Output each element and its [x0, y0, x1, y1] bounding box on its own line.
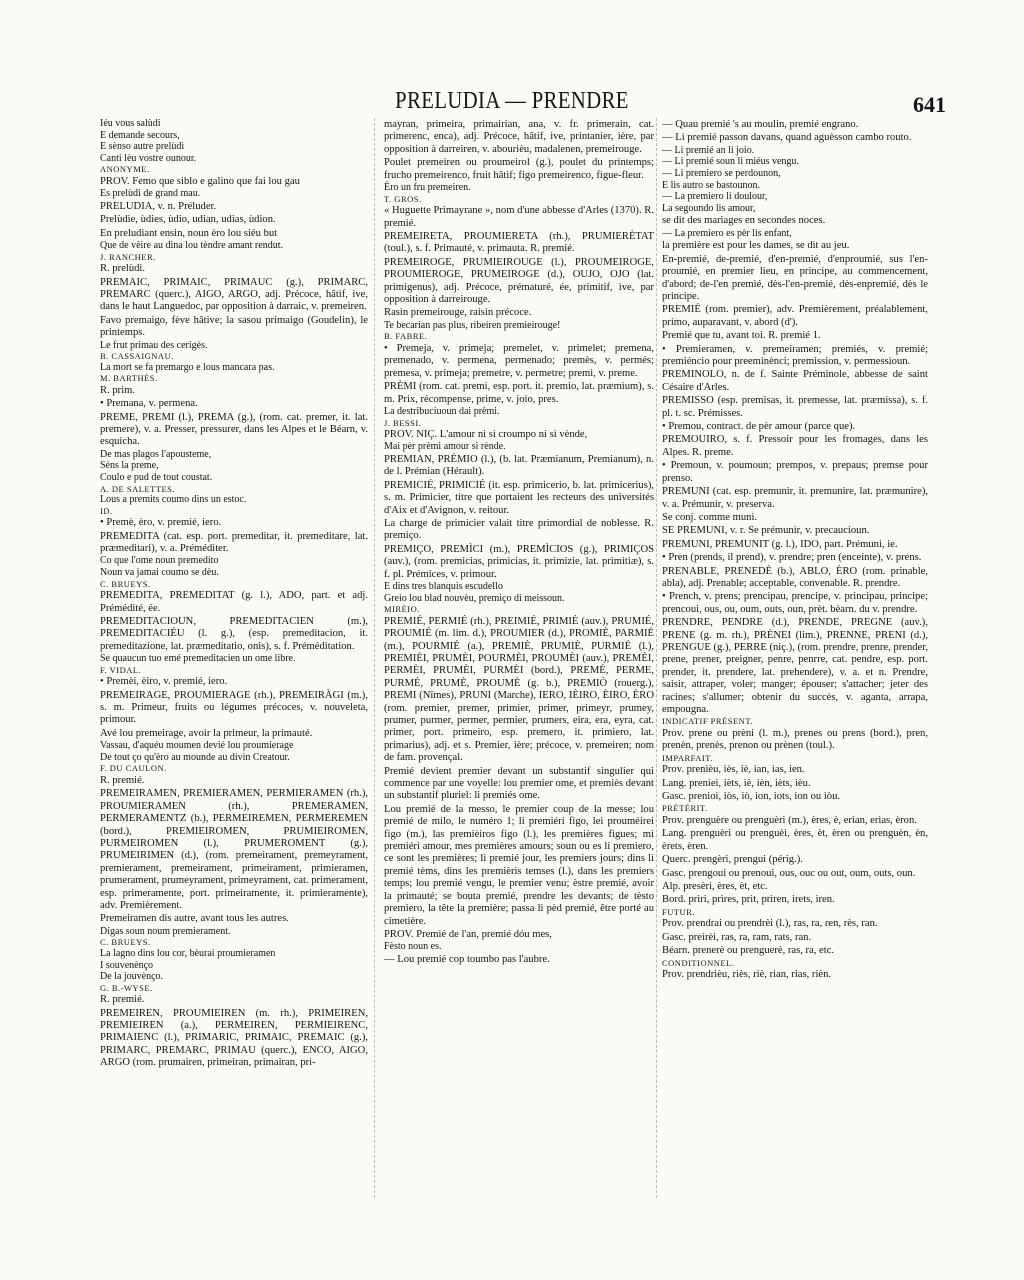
page-number: 641	[913, 92, 946, 117]
dictionary-entry: Bord. prìri, prìres, prìt, prìren, irets, ìren.	[662, 894, 835, 906]
quote-line: De mas plagos l'apousteme,	[100, 448, 212, 460]
quote-line: Èro un fru premeiren.	[384, 182, 471, 194]
quote-source: F. VIDAL.	[100, 664, 142, 675]
dictionary-entry: PREMAIC, PRIMAIC, PRIMAUC (g.), PRIMARC, PREMARC (querc.), AIGO, ARGO, adj. Précoce, hâtif, ive, dans le haut Languedoc, par opposition à darraic, v. premeiren.	[100, 276, 368, 313]
quote-source: CONDITIONNEL.	[662, 957, 735, 968]
quote-line: — La premiero li doulour,	[662, 191, 768, 203]
dictionary-entry: — Quau premié 's au moulin, premié engrano.	[662, 119, 859, 130]
quote-line: Digas soun noum premierament.	[100, 925, 231, 937]
dictionary-entry: PREME, PREMI (l.), PREMA (g.), (rom. cat. premer, it. lat. premere), v. a. Presser, pressurer, dans les Alpes et le Béarn, v. esquicha.	[100, 411, 368, 448]
dictionary-entry: Poulet premeiren ou proumeirol (g.), poulet du printemps; frucho premeirenco, fruit hâtif; figo premeirenco, figue-fleur.	[384, 157, 654, 181]
quote-line: La mort se fa premargo e lous mancara pas.	[100, 361, 275, 373]
dictionary-entry: Prelùdie, ùdies, ùdio, udian, udias, ùdion.	[100, 214, 276, 226]
dictionary-entry: En preludiant ensin, noun èro lou siéu but	[100, 227, 278, 239]
dictionary-entry: • Premè, èro, v. premié, iero.	[100, 517, 222, 529]
dictionary-entry: • Premana, v. permena.	[100, 398, 198, 410]
dictionary-entry: Premié devient premier devant un substantif singulier qui commence par une voyelle: lou premier ome, et premiès devant un substantif pluriel: li premiés ome.	[384, 765, 654, 802]
quote-line: Mai pèr prèmi amour si rènde.	[384, 441, 506, 453]
dictionary-entry: • Premoun, v. poumoun; prempos, v. prepaus; premse pour prenso.	[662, 460, 928, 484]
dictionary-entry: Prov. prenguère ou prenguèri (m.), ères, è, erian, erias, èron.	[662, 814, 917, 826]
quote-line: — Li premiero se perdounon,	[662, 168, 781, 179]
quote-source: T. GROS.	[384, 193, 422, 204]
quote-line: Coulo e pud de tout coustat.	[100, 472, 213, 484]
quote-source: C. BRUEYS.	[100, 937, 151, 948]
text-column-right	[662, 118, 928, 1198]
dictionary-entry: Lang. preniei, ièts, iè, ièn, ièts, ièu.	[662, 777, 811, 789]
quote-source: FUTUR.	[662, 906, 695, 917]
quote-source: G. B.-WYSE.	[100, 982, 153, 993]
dictionary-entry: Favo premaigo, fève hâtive; la sasou primaigo (Goudelin), le printemps.	[100, 314, 368, 339]
dictionary-entry: mayran, primeira, primairian, ana, v. fr. primerain, cat. primerenc, enca), adj. Précoce, hâtif, ive, printanier, ière, par opposition à darreiren, v. abourièu, madalenen, premeirouge.	[384, 119, 654, 155]
dictionary-entry: PREMEDITA (cat. esp. port. premeditar, it. premeditare, lat. præmeditari), v. a. Préméditer.	[100, 530, 368, 555]
dictionary-entry: PROV. NIÇ. L'amour ni si croumpo ni si vènde,	[384, 429, 588, 440]
dictionary-entry: PREMEDITACIOUN, PREMEDITACIEN (m.), PREMEDITACIÉU (l. g.), (esp. premeditacion, it. premeditazione, lat. præmeditatio, onis), s. f. Préméditation.	[100, 615, 368, 652]
running-title: PRELUDIA — PRENDRE	[395, 88, 629, 114]
dictionary-entry: Gasc. preirèi, ras, ra, ram, rats, ran.	[662, 931, 812, 943]
quote-line: Co que l'ome noun premedito	[100, 555, 219, 567]
dictionary-entry: Béarn. prenerè ou prenguerè, ras, ra, etc.	[662, 945, 835, 957]
quote-source: INDICATIF PRÉSENT.	[662, 716, 754, 727]
dictionary-entry: PREMIÉ, PERMIÉ (rh.), PREIMIÉ, PRIMIÉ (auv.), PRUMIÉ, PROUMIÉ (m. lim. d.), PROUMIER (d.), PROMIÈ, PARMIÉ (m.), POURMIÉ (a.), PREMIÈ, PRUMIÈ, PURMIÉ (l.), PREMIÈI, PRUMÈI, POURMÈI, PROUMÈI (auv.), PREMÈI, PERMÈI, PRUMÈI, PURMÈI (bord.), PREMÉ, PERME, PURMÉ, PRUMÈ, PROUMÈ (g. b.), PREMIÒ (rouerg.), PREMI (Nîmes), PRUNI (Marche), IERO, IÈIRO, ÈIRO, ÈRO (rom. premier, premer, primier, primer, primeyr, prumey, prumer, purmer, permer, permier, prumers, eira, era, eyra, cat. primer, port. primeiro, esp. premero, it. primiero, lat. primarius), adj. et s. Premier, ière; précoce, v. premeiren; nom de fam. provençal.	[384, 615, 654, 764]
dictionary-entry: Avé lou premeirage, avoir la primeur, la primauté.	[100, 727, 313, 739]
column-divider	[374, 118, 375, 1198]
quote-line: E sènso autre prelùdi	[100, 141, 185, 153]
dictionary-entry: — Lou premié cop toumbo pas l'aubre.	[384, 953, 550, 965]
dictionary-entry: « Huguette Primayrane », nom d'une abbesse d'Arles (1370). R. premié.	[384, 205, 654, 229]
quote-line: Es prelùdi de grand mau.	[100, 188, 201, 200]
quote-line: Noun va jamai coumo se dèu.	[100, 567, 219, 579]
page-header	[0, 88, 1024, 118]
dictionary-entry: Querc. prengèri, prengui (périg.).	[662, 854, 803, 866]
dictionary-entry: PRÈMI (rom. cat. premi, esp. port. it. premio, lat. præmium), s. m. Prix, récompense, prime, v. joio, pres.	[384, 381, 654, 405]
dictionary-entry: PREMINOLO, n. de f. Sainte Préminole, abbesse de saint Césaire d'Arles.	[662, 369, 928, 393]
dictionary-entry: Lang. prenguèri ou prenguèi, ères, èt, èren ou prenguèn, èn, èrets, èren.	[662, 828, 928, 852]
dictionary-entry: Premeiramen dis autre, avant tous les autres.	[100, 913, 289, 925]
dictionary-entry: • Premèi, èiro, v. premié, iero.	[100, 676, 228, 688]
quote-line: La segoundo lis amour,	[662, 202, 756, 214]
dictionary-entry: PRELUDIA, v. n. Préluder.	[100, 200, 217, 212]
quote-line: E lis autro se bastounon.	[662, 179, 761, 191]
dictionary-entry: PREMEIROGE, PRUMIEIROUGE (l.), PROUMEIROGE, PROUMIEROGE, PRUMEIROGE (d.), OUJO, OJO (lat. primigenus), adj. Précoce, prématuré, ée, primitif, ive, par opposition à darreirouge.	[384, 256, 654, 305]
quote-line: Greio lou blad nouvèu, premiço di meissoun.	[384, 592, 565, 604]
quote-line: La destribuciuoun dai prèmi.	[384, 405, 500, 417]
dictionary-entry: Rasin premeirouge, raisin précoce.	[384, 307, 532, 319]
quote-line: Lous a premits coumo dins un estoc.	[100, 494, 247, 506]
quote-line: Vassau, d'aquéu moumen devié lou proumierage	[100, 740, 294, 752]
dictionary-entry: Prov. prene ou prèni (l. m.), prenes ou prens (bord.), pren, prenèn, prenès, prenon ou prènen (toul.).	[662, 727, 928, 752]
quote-line: De la jouvènço.	[100, 971, 164, 983]
quote-line: Fèsto noun es.	[384, 941, 442, 953]
dictionary-entry: La charge de primicier valait titre primordial de noblesse. R. premiço.	[384, 518, 654, 542]
quote-line: La lagno dins lou cor, bèurai proumieramen	[100, 947, 276, 959]
quote-line: — Li premié soun li miéus vengu.	[662, 156, 799, 168]
dictionary-entry: R. premié.	[100, 994, 145, 1006]
dictionary-entry: En-premié, de-premié, d'en-premié, d'enproumié, sus l'en-proumié, en premier lieu, en principe, au commencement, d'abord; de-l'en premié, dès-l'en-premié, dès-enpremié, dès le principe.	[662, 253, 928, 302]
dictionary-entry: • Premou, contract. de pèr amour (parce que).	[662, 421, 856, 433]
dictionary-entry: • Pren (prends, il prend), v. prendre; pren (enceinte), v. prens.	[662, 552, 922, 564]
dictionary-entry: PROV. Premié de l'an, premié dóu mes,	[384, 928, 552, 940]
dictionary-entry: PREMUNI, PREMUNIT (g. l.), IDO, part. Prémuni, ie.	[662, 538, 898, 550]
dictionary-entry: PREMUNI (cat. esp. premunir, it. premunire, lat. præmunire), v. a. Prémunir, v. preserva.	[662, 486, 928, 510]
quote-line: Iéu vous salùdi	[100, 118, 161, 129]
dictionary-entry: Prov. prenièu, iès, iè, ian, ias, ien.	[662, 764, 805, 776]
dictionary-entry: PRENABLE, PRENEDÈ (b.), ABLO, ÈRO (rom. prinable, abla), adj. Prenable; acceptable, convenable. R. prendre.	[662, 565, 928, 589]
dictionary-entry: PREMEDITA, PREMEDITAT (g. l.), ADO, part. et adj. Prémédité, ée.	[100, 590, 368, 614]
dictionary-entry: la première est pour les dames, se dit au jeu.	[662, 240, 850, 252]
text-column-left	[100, 118, 368, 1198]
quote-source: F. DU CAULON.	[100, 763, 167, 774]
quote-line: — La premiero es pèr lis enfant,	[662, 227, 792, 239]
quote-source: B. CASSAIGNAU.	[100, 351, 174, 362]
quote-line: Canti lèu vostre ounour.	[100, 152, 197, 164]
quote-source: B. FABRE.	[384, 331, 428, 342]
dictionary-entry: — Li premié passon davans, quand aguèsson cambo routo.	[662, 132, 912, 144]
quote-source: M. BARTHÈS.	[100, 373, 158, 384]
quote-source: C. BRUEYS.	[100, 578, 151, 589]
quote-source: MIRÈIO.	[384, 604, 420, 615]
dictionary-entry: Lou premié de la messo, le premier coup de la messe; lou premié de milo, le numéro 1; li premiéri figo, lei prouméirei figo (m.), las premièiros figo (l.), les premières figues; mi premiéri amour, mes premières amours; soun ou es li premiero, ce sont les premières; li premié jour, les premiers jours; dins li premié tèms, dins les premièris temses (l.), dans les premiers temps; lou premié vengu, le premier venu; èstre premié, avoir la primauté; se bouta premié, prendre les devants; de tèsto premiero, la tête la première; passa li pèd premié, être porté au cimetière.	[384, 803, 654, 927]
quote-line: Que de vèire au dina lou tèndre amant rendut.	[100, 240, 283, 252]
dictionary-entry: PREMEIRAMEN, PREMIERAMEN, PERMIERAMEN (rh.), PROUMIERAMEN (rh.), PREMERAMEN, PERMERAMENTZ (b.), PERMEIREMEN, PERMEREMEN (bord.), PREMIEIROMEN, PRUMIEIROMEN, PURMEIROMEN (l.), PRUMEROMENT (g.), PRUMEIRIMEN (d.), (rom. premeirament, premeyrament, premierament, premeirament, primeirament, primieramen, prumerament, prumeyrament, primeyrament, cat. primerament, esp. primeramente, port. primeiramente, it. primieramente), adv. Premièrement.	[100, 788, 368, 912]
quote-source: IMPARFAIT.	[662, 752, 713, 763]
dictionary-entry: PREMOUIRO, s. f. Pressoir pour les fromages, dans les Alpes. R. preme.	[662, 434, 928, 458]
quote-line: — Li premié an li joio.	[662, 144, 755, 156]
dictionary-entry: se dit des mariages en secondes noces.	[662, 215, 826, 227]
dictionary-entry: SE PREMUNI, v. r. Se prémunir, v. precaucioun.	[662, 525, 870, 537]
dictionary-entry: • Premieramen, v. premeiramen; premiés, v. premié; premiéncio pour preeminènci; premission, v. permessioun.	[662, 343, 928, 368]
dictionary-entry: PREMEIRAGE, PROUMIERAGE (rh.), PREMEIRÀGI (m.), s. m. Primeur, fruits ou légumes précoces, v. nouveleta, primour.	[100, 689, 368, 726]
quote-line: Te becarian pas plus, ribeiren premieirouge!	[384, 319, 561, 331]
dictionary-entry: PREMEIREN, PROUMIEIREN (m. rh.), PRIMEIREN, PREMIEIREN (a.), PERMEIREN, PERMIEIRENC, PRIMAIENC (l.), PRIMARIC, PRIMAIC, PREMAIC (g.), PRIMARC, PREMARC, PRIMAU (querc.), ENCO, AIGO, ARGO (rom. prumairen, primeiran, primairan, pri-	[100, 1007, 368, 1069]
dictionary-entry: PREMIÇO, PREMÌCI (m.), PREMÌCIOS (g.), PRIMIÇOS (auv.), (rom. premicias, primicias, it. primizie, lat. primitiæ), s. f. pl. Prémices, v. primour.	[384, 543, 654, 580]
dictionary-entry: PREMICIÉ, PRIMICIÉ (it. esp. primicerio, b. lat. primicerius), s. m. Primicier, titre que portaient les recteurs des universités d'Aix et d'Avignon, v. reitour.	[384, 479, 654, 516]
dictionary-entry: PREMIAN, PRÉMIO (l.), (b. lat. Præmianum, Premianum), n. de l. Prémian (Hérault).	[384, 454, 654, 478]
quote-line: Sèns la preme,	[100, 460, 159, 472]
quote-line: De tout ço qu'èro au mounde au divin Creatour.	[100, 751, 290, 763]
dictionary-entry: • Premeja, v. primeja; premelet, v. primelet; premena, premenado, v. permena, permenado; premès, v. permés; premesa, v. primeja; premetre, v. permetre; premi, v. preme.	[384, 342, 654, 379]
dictionary-entry: PREMISSO (esp. premisas, it. premesse, lat. præmissa), s. f. pl. t. sc. Prémisses.	[662, 395, 928, 419]
dictionary-entry: • Prench, v. prens; prencipau, prencipe, v. principau, principe; prencoui, ous, ou, oum, outs, oun, prèt. bèarn. du v. prendre.	[662, 591, 928, 615]
quote-source: J. BESSI.	[384, 417, 422, 428]
dictionary-entry: Prov. prendrai ou prendrèi (l.), ras, ra, ren, rès, ran.	[662, 918, 878, 930]
column-divider	[656, 118, 657, 1198]
quote-line: E dins tres blanquis escudello	[384, 581, 503, 593]
quote-line: I souvenènço	[100, 959, 154, 971]
quote-source: ID.	[100, 505, 113, 516]
dictionary-entry: Alp. presèri, ères, èt, etc.	[662, 880, 768, 892]
dictionary-entry: Se conj. comme muni.	[662, 511, 758, 523]
dictionary-entry: PREMEIRETA, PROUMIERETA (rh.), PRUMIERÈTAT (toul.), s. f. Primauté, v. primauta. R. premié.	[384, 230, 654, 255]
dictionary-entry: Prov. prendrièu, riès, riè, rian, rias, rièn.	[662, 969, 832, 980]
dictionary-entry: R. prim.	[100, 384, 136, 396]
dictionary-entry: Premié que tu, avant toi. R. premié 1.	[662, 330, 821, 342]
quote-line: Se quaucun tuo emé premeditacien un ome libre.	[100, 653, 296, 665]
dictionary-entry: PROV. Femo que siblo e galino que fai lou gau	[100, 175, 300, 187]
quote-source: ANONYME.	[100, 164, 150, 175]
dictionary-entry: Gasc. prenioi, iòs, iò, ion, iots, ion ou iòu.	[662, 791, 841, 803]
dictionary-entry: PRENDRE, PENDRE (d.), PRENDE, PREGNE (auv.), PRENE (g. m. rh.), PRÈNEI (lim.), PRENNE, PRENI (d.), PRENGUE (g.), PERRE (niç.), (rom. prendre, prenre, prender, prene, prener, preigner, penre, penrre, cat. pendre, esp. port. prender, it. prendere, lat. prehendere), v. a. et n. Prendre, saisir, attraper, voler; manger; épouser; s'attacher; jeter des racines; s'allumer; obtenir du succès, v. aganta, arrapa, empougna.	[662, 617, 928, 715]
quote-line: Le frut primau des cerigès.	[100, 339, 208, 351]
dictionary-entry: R. premié.	[100, 774, 145, 786]
dictionary-entry: Gasc. prengoui ou prenoui, ous, ouc ou out, oum, outs, oun.	[662, 867, 916, 879]
dictionary-entry: PREMIÉ (rom. premier), adv. Premièrement, préalablement, primo, auparavant, v. abord (d').	[662, 304, 928, 328]
dictionary-entry: R. prelùdi.	[100, 263, 146, 275]
text-column-middle	[384, 118, 654, 1198]
quote-source: J. RANCHER.	[100, 251, 156, 262]
quote-line: E demande secours,	[100, 129, 180, 141]
quote-source: A. DE SALETTES.	[100, 483, 176, 494]
quote-source: PRÉTÉRIT.	[662, 803, 708, 814]
